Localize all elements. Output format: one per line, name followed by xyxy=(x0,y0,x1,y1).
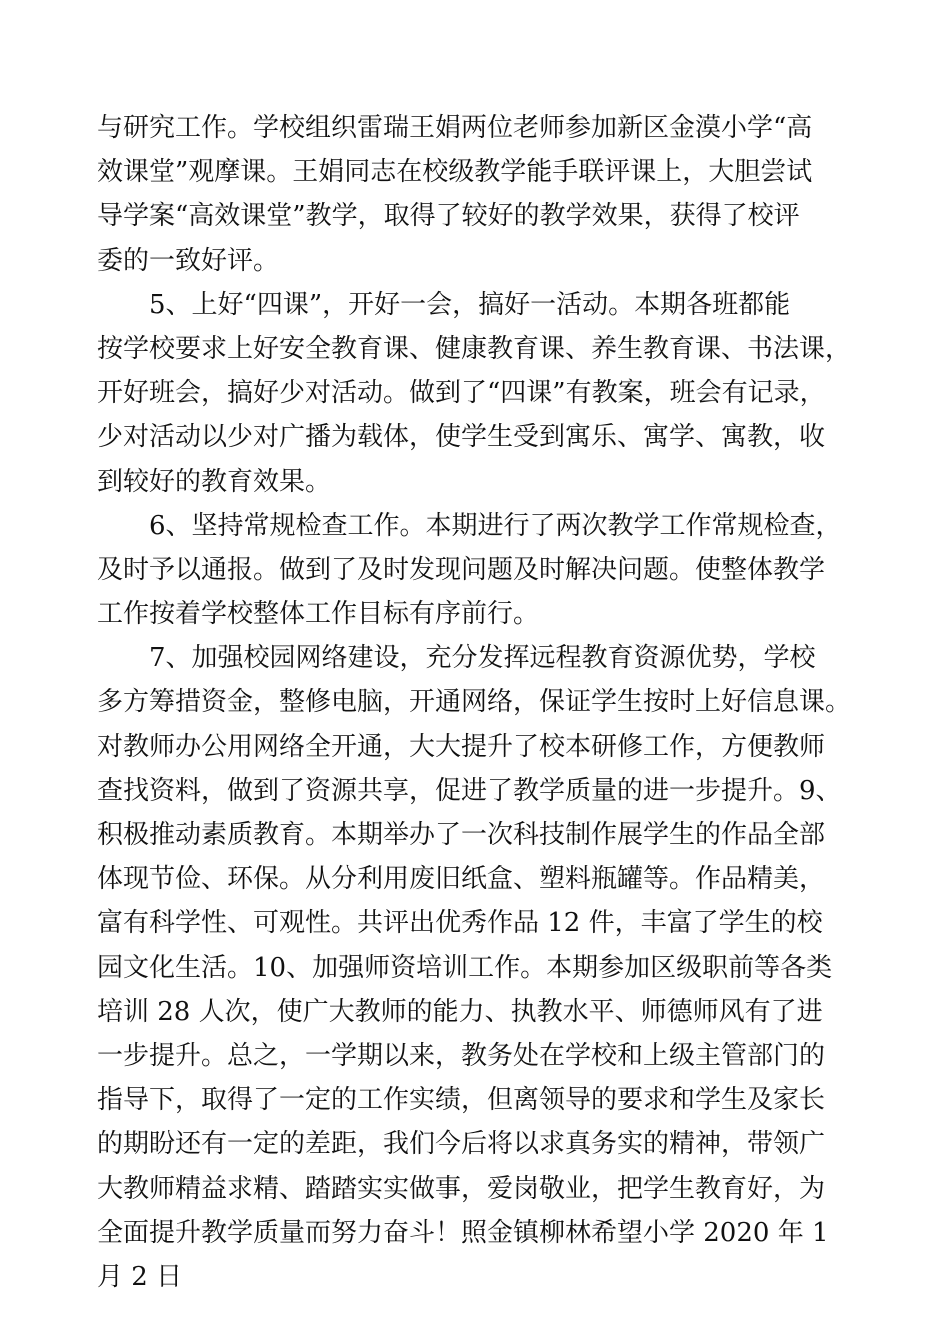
text-line: 多方筹措资金，整修电脑，开通网络，保证学生按时上好信息课。 xyxy=(97,687,852,718)
paragraph-5-start: 5、上好“四课”，开好一会，搞好一活动。本期各班都能 xyxy=(149,289,791,320)
text-line: 按学校要求上好安全教育课、健康教育课、养生教育课、书法课， xyxy=(97,333,852,364)
text-line: 对教师办公用网络全开通，大大提升了校本研修工作，方便教师 xyxy=(97,731,826,762)
text-line: 到较好的教育效果。 xyxy=(97,466,332,497)
text-line: 工作按着学校整体工作目标有序前行。 xyxy=(97,599,540,630)
text-line: 一步提升。总之，一学期以来，教务处在学校和上级主管部门的 xyxy=(97,1040,826,1071)
paragraph-6-start: 6、坚持常规检查工作。本期进行了两次教学工作常规检查， xyxy=(149,510,842,541)
text-line: 大教师精益求精、踏踏实实做事，爱岗敬业，把学生教育好，为 xyxy=(97,1173,826,1204)
text-line: 体现节俭、环保。从分利用废旧纸盒、塑料瓶罐等。作品精美， xyxy=(97,864,826,895)
text-line: 导学案“高效课堂”教学，取得了较好的教学效果，获得了校评 xyxy=(97,201,800,232)
text-line: 月 2 日 xyxy=(97,1261,183,1292)
text-line: 的期盼还有一定的差距，我们今后将以求真务实的精神，带领广 xyxy=(97,1129,826,1160)
text-line: 查找资料，做到了资源共享，促进了教学质量的进一步提升。9、 xyxy=(97,775,842,806)
text-line: 与研究工作。学校组织雷瑞王娟两位老师参加新区金漠小学“高 xyxy=(97,113,813,143)
text-line: 积极推动素质教育。本期举办了一次科技制作展学生的作品全部 xyxy=(97,820,826,850)
text-line: 效课堂”观摩课。王娟同志在校级教学能手联评课上，大胆尝试 xyxy=(97,157,813,188)
document-body xyxy=(97,106,877,1299)
text-line: 指导下，取得了一定的工作实绩，但离领导的要求和学生及家长 xyxy=(97,1085,826,1116)
text-line: 少对活动以少对广播为载体，使学生受到寓乐、寓学、寓教，收 xyxy=(97,422,826,453)
text-line: 培训 28 人次，使广大教师的能力、执教水平、师德师风有了进 xyxy=(97,996,823,1027)
paragraph-7-start: 7、加强校园网络建设，充分发挥远程教育资源优势，学校 xyxy=(149,643,816,674)
text-line: 及时予以通报。做到了及时发现问题及时解决问题。使整体教学 xyxy=(97,554,826,585)
text-line: 全面提升教学质量而努力奋斗！照金镇柳林希望小学 2020 年 1 xyxy=(97,1217,829,1248)
text-line: 开好班会，搞好少对活动。做到了“四课”有教案，班会有记录， xyxy=(97,378,826,409)
text-line: 委的一致好评。 xyxy=(97,245,280,276)
text-line: 园文化生活。10、加强师资培训工作。本期参加区级职前等各类 xyxy=(97,952,833,983)
text-line: 富有科学性、可观性。共评出优秀作品 12 件，丰富了学生的校 xyxy=(97,908,823,939)
